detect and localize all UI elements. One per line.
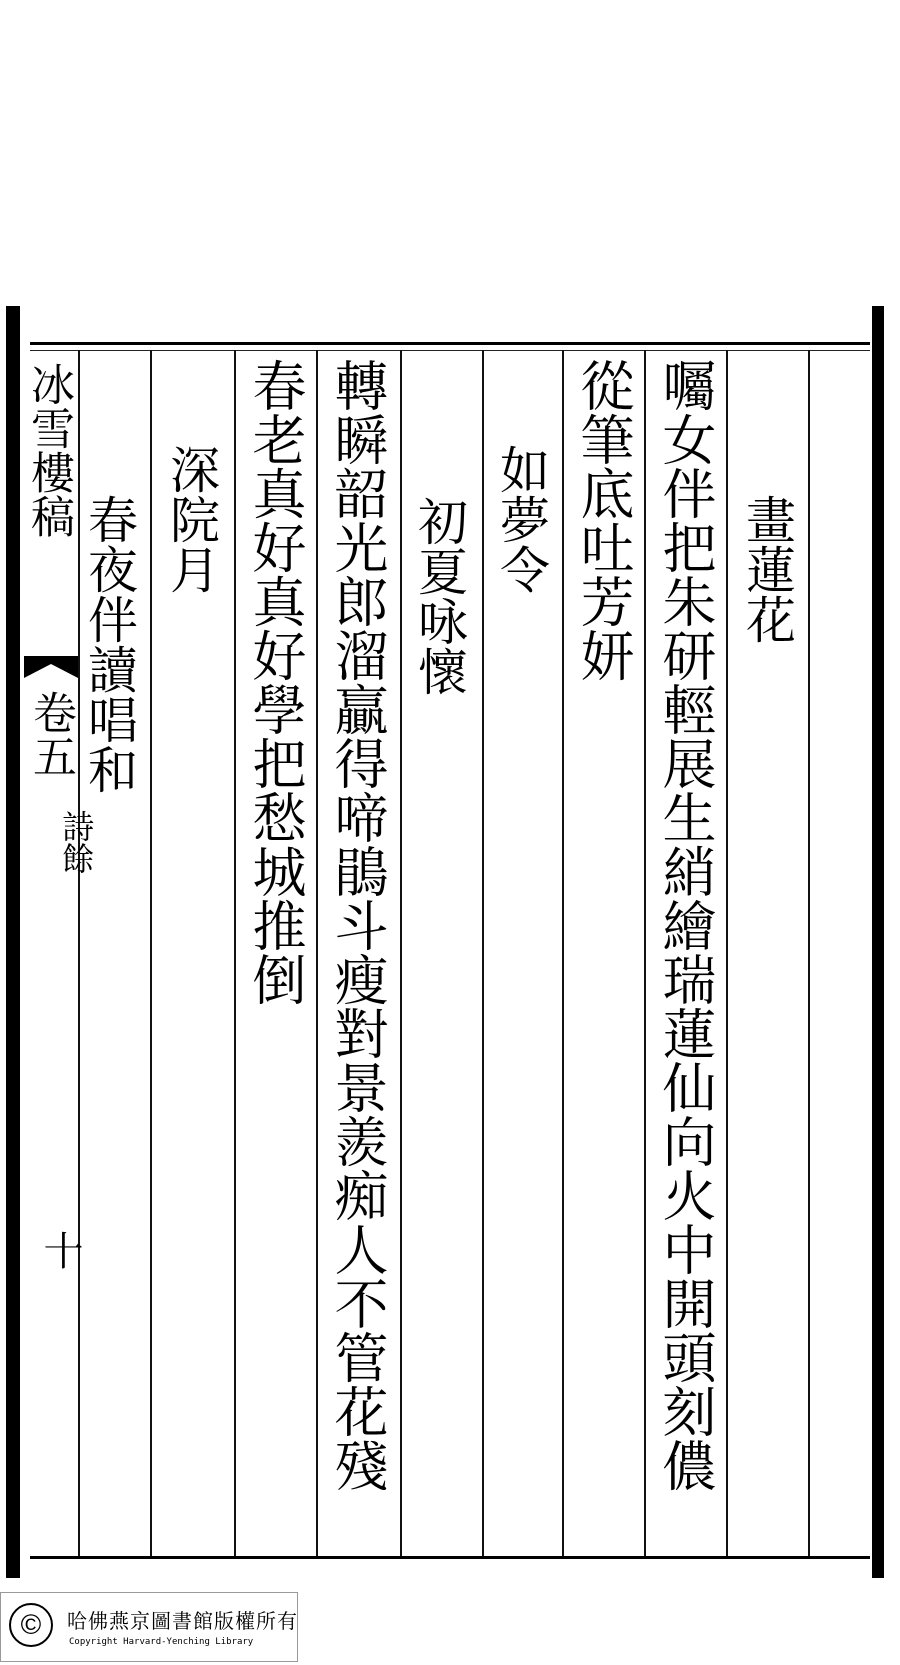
book-page bbox=[6, 306, 884, 1578]
column-divider bbox=[808, 350, 810, 1556]
bottom-border bbox=[30, 1556, 870, 1559]
poem-title: 春夜伴讀唱和 bbox=[80, 494, 138, 794]
copyright-chinese: 哈佛燕京圖書館版權所有 bbox=[67, 1609, 298, 1633]
tune-name: 如夢令 bbox=[492, 444, 550, 594]
top-border bbox=[30, 342, 870, 345]
copyright-stamp bbox=[0, 1592, 298, 1662]
copyright-english: Copyright Harvard-Yenching Library bbox=[69, 1637, 254, 1647]
fishtail-mark bbox=[24, 656, 78, 684]
volume-label: 卷五 bbox=[25, 690, 76, 778]
column-divider bbox=[726, 350, 728, 1556]
poem-line: 春老真好真好學把愁城推倒 bbox=[244, 358, 307, 1006]
copyright-icon: © bbox=[9, 1603, 53, 1647]
column-divider bbox=[644, 350, 646, 1556]
column-divider bbox=[482, 350, 484, 1556]
page-left-edge bbox=[6, 306, 20, 1578]
margin-strip bbox=[22, 350, 96, 1556]
tune-name: 深院月 bbox=[162, 444, 220, 594]
poem-line: 囑女伴把朱研輕展生綃繪瑞蓮仙向火中開頭刻儂 bbox=[654, 358, 717, 1492]
page-right-edge bbox=[872, 306, 884, 1578]
column-divider bbox=[316, 350, 318, 1556]
page-number: 十 bbox=[37, 1230, 83, 1270]
column-divider bbox=[234, 350, 236, 1556]
column-divider bbox=[150, 350, 152, 1556]
poem-title: 畫蓮花 bbox=[738, 494, 796, 644]
poem-title: 初夏咏懷 bbox=[410, 496, 468, 696]
poem-line: 從筆底吐芳妍 bbox=[572, 358, 635, 682]
top-inner-border bbox=[30, 350, 870, 351]
column-divider bbox=[400, 350, 402, 1556]
column-divider bbox=[562, 350, 564, 1556]
section-label: 詩餘 bbox=[57, 810, 96, 874]
book-title: 冰雪樓稿 bbox=[23, 362, 74, 538]
poem-line: 轉瞬韶光郎溜贏得啼鵑斗瘦對景羨痴人不管花殘 bbox=[326, 358, 389, 1492]
